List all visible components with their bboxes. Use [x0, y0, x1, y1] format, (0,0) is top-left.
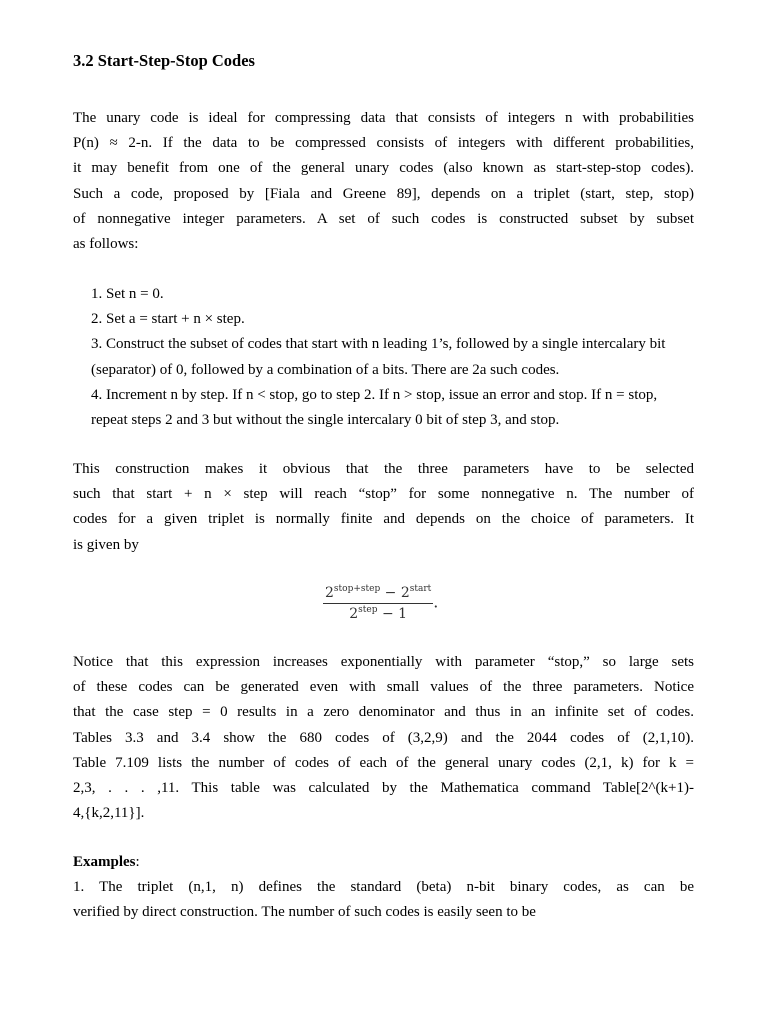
- text-line: it may benefit from one of the general unary codes (also known as start-step-stop codes).: [73, 160, 694, 177]
- text-line: that the case step = 0 results in a zero denominator and thus in an infinite set of codes.: [73, 704, 694, 721]
- list-item: [91, 383, 694, 433]
- code-count-formula: [323, 584, 453, 622]
- text-line: Notice that this expression increases exponentially with parameter “stop,” so large sets: [73, 654, 694, 670]
- step-4-continuation: repeat steps 2 and 3 but without the single intercalary 0 bit of step 3, and stop.: [91, 411, 560, 428]
- construction-paragraph: [73, 457, 694, 558]
- text-line: 4,{k,2,11}].: [73, 805, 145, 822]
- step-2-text: 2. Set a = start + n × step.: [91, 311, 245, 328]
- list-item: [91, 307, 694, 332]
- text-line: 2,3, . . . ,11. This table was calculated by the Mathematica command Table[2^(k+1)-: [73, 779, 694, 796]
- intro-paragraph: [73, 106, 694, 257]
- text-line: is given by: [73, 536, 139, 553]
- formula-denominator: $2^{step} - 1$: [349, 605, 408, 622]
- notice-paragraph: [73, 650, 694, 826]
- examples-heading: Examples: [73, 854, 136, 870]
- text-line: verified by direct construction. The number of such codes is easily seen to be: [73, 904, 536, 921]
- text-line: P(n) ≈ 2-n. If the data to be compressed consists of integers with different probabilities,: [73, 135, 694, 152]
- text-line: codes for a given triplet is normally finite and depends on the choice of parameters. It: [73, 511, 694, 528]
- text-line: such that start + n × step will reach “stop” for some nonnegative n. The number of: [73, 486, 694, 503]
- step-1-text: 1. Set n = 0.: [91, 286, 164, 302]
- examples-section: [73, 850, 694, 926]
- formula-period: .: [433, 592, 439, 612]
- text-line: of these codes can be generated even with small values of the three parameters. Notice: [73, 679, 694, 696]
- fraction: [323, 584, 433, 622]
- formula-numerator: $2^{stop+step} - 2^{start}$: [323, 584, 433, 604]
- list-item: [91, 282, 694, 307]
- step-4-text: 4. Increment n by step. If n < stop, go to step 2. If n > stop, issue an error and stop. If n = stop,: [91, 386, 658, 403]
- step-3-text: 3. Construct the subset of codes that start with n leading 1’s, followed by a single intercalary bit: [91, 336, 666, 353]
- text-line: Tables 3.3 and 3.4 show the 680 codes of (3,2,9) and the 2044 codes of (2,1,10).: [73, 729, 694, 746]
- list-item: [91, 332, 694, 382]
- text-line: Table 7.109 lists the number of codes of each of the general unary codes (2,1, k) for k =: [73, 754, 694, 771]
- examples-heading-line: Examples:: [73, 854, 140, 870]
- step-3-continuation: (separator) of 0, followed by a combination of a bits. There are 2a such codes.: [91, 361, 560, 378]
- section-title: 3.2 Start-Step-Stop Codes: [73, 51, 255, 70]
- text-line: as follows:: [73, 235, 139, 252]
- text-line: The unary code is ideal for compressing data that consists of integers n with probabilities: [73, 110, 694, 126]
- text-line: of nonnegative integer parameters. A set of such codes is constructed subset by subset: [73, 210, 694, 227]
- text-line: This construction makes it obvious that the three parameters have to be selected: [73, 461, 694, 477]
- text-line: 1. The triplet (n,1, n) defines the standard (beta) n-bit binary codes, as can be: [73, 879, 694, 896]
- steps-list: [91, 282, 694, 433]
- text-line: Such a code, proposed by [Fiala and Greene 89], depends on a triplet (start, step, stop): [73, 185, 694, 202]
